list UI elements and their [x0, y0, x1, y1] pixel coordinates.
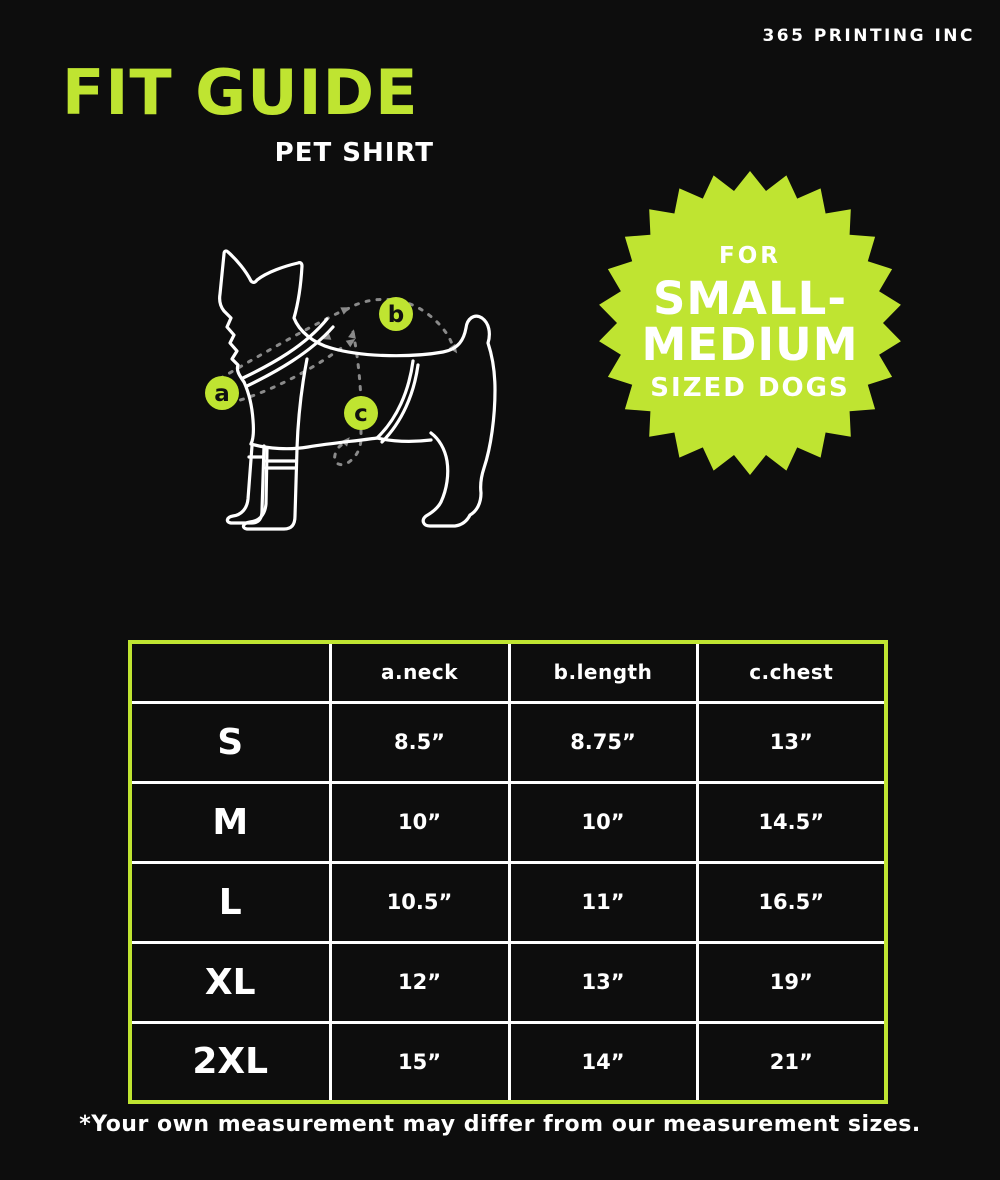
badge-text — [588, 161, 912, 485]
marker-c — [344, 396, 378, 430]
table-row — [130, 942, 886, 1022]
neck-value: 10” — [330, 782, 509, 862]
badge-line-sized-dogs: SIZED DOGS — [650, 372, 850, 403]
neck-value: 10.5” — [330, 862, 509, 942]
dog-measurement-diagram — [183, 243, 503, 538]
badge-line-for: FOR — [719, 243, 781, 270]
shirt-collar — [243, 319, 333, 386]
size-label: XL — [130, 942, 330, 1022]
neck-value: 15” — [330, 1022, 509, 1102]
badge-line-small: SMALL- — [652, 272, 848, 326]
dog-chest-front — [244, 382, 253, 444]
header-cell-blank — [130, 642, 330, 702]
header-cell-length: b.length — [509, 642, 697, 702]
table-row — [130, 702, 886, 782]
table-row — [130, 1022, 886, 1102]
arrowhead — [348, 328, 358, 338]
length-value: 8.75” — [509, 702, 697, 782]
marker-a-label: a — [214, 381, 230, 407]
measurement-disclaimer: *Your own measurement may differ from our measurement sizes. — [79, 1112, 921, 1137]
size-range-badge — [588, 161, 912, 485]
header-cell-chest: c.chest — [697, 642, 886, 702]
page-subtitle: PET SHIRT — [274, 138, 434, 168]
table-row — [130, 782, 886, 862]
neck-value: 8.5” — [330, 702, 509, 782]
header-cell-neck: a.neck — [330, 642, 509, 702]
chest-value: 16.5” — [697, 862, 886, 942]
table-row — [130, 862, 886, 942]
chest-value: 13” — [697, 702, 886, 782]
arrowhead — [340, 304, 352, 315]
length-value: 10” — [509, 782, 697, 862]
chest-value: 14.5” — [697, 782, 886, 862]
length-value: 14” — [509, 1022, 697, 1102]
size-label: M — [130, 782, 330, 862]
dog-illustration — [183, 243, 503, 538]
front-leg-near-cuff — [266, 461, 296, 468]
marker-b-label: b — [387, 302, 405, 328]
marker-a — [205, 376, 239, 410]
size-label: S — [130, 702, 330, 782]
size-label: 2XL — [130, 1022, 330, 1102]
length-value: 11” — [509, 862, 697, 942]
table-header-row — [130, 642, 886, 702]
marker-b — [379, 297, 413, 331]
neck-value: 12” — [330, 942, 509, 1022]
size-chart-table — [128, 640, 888, 1104]
length-value: 13” — [509, 942, 697, 1022]
badge-line-medium: MEDIUM — [641, 318, 859, 371]
chest-value: 21” — [697, 1022, 886, 1102]
size-label: L — [130, 862, 330, 942]
brand-text: 365 PRINTING INC — [762, 26, 975, 46]
dog-belly-line — [377, 438, 431, 441]
chest-value: 19” — [697, 942, 886, 1022]
shirt-hem — [251, 438, 377, 449]
marker-c-label: c — [354, 401, 368, 427]
page-title: FIT GUIDE — [62, 56, 419, 129]
